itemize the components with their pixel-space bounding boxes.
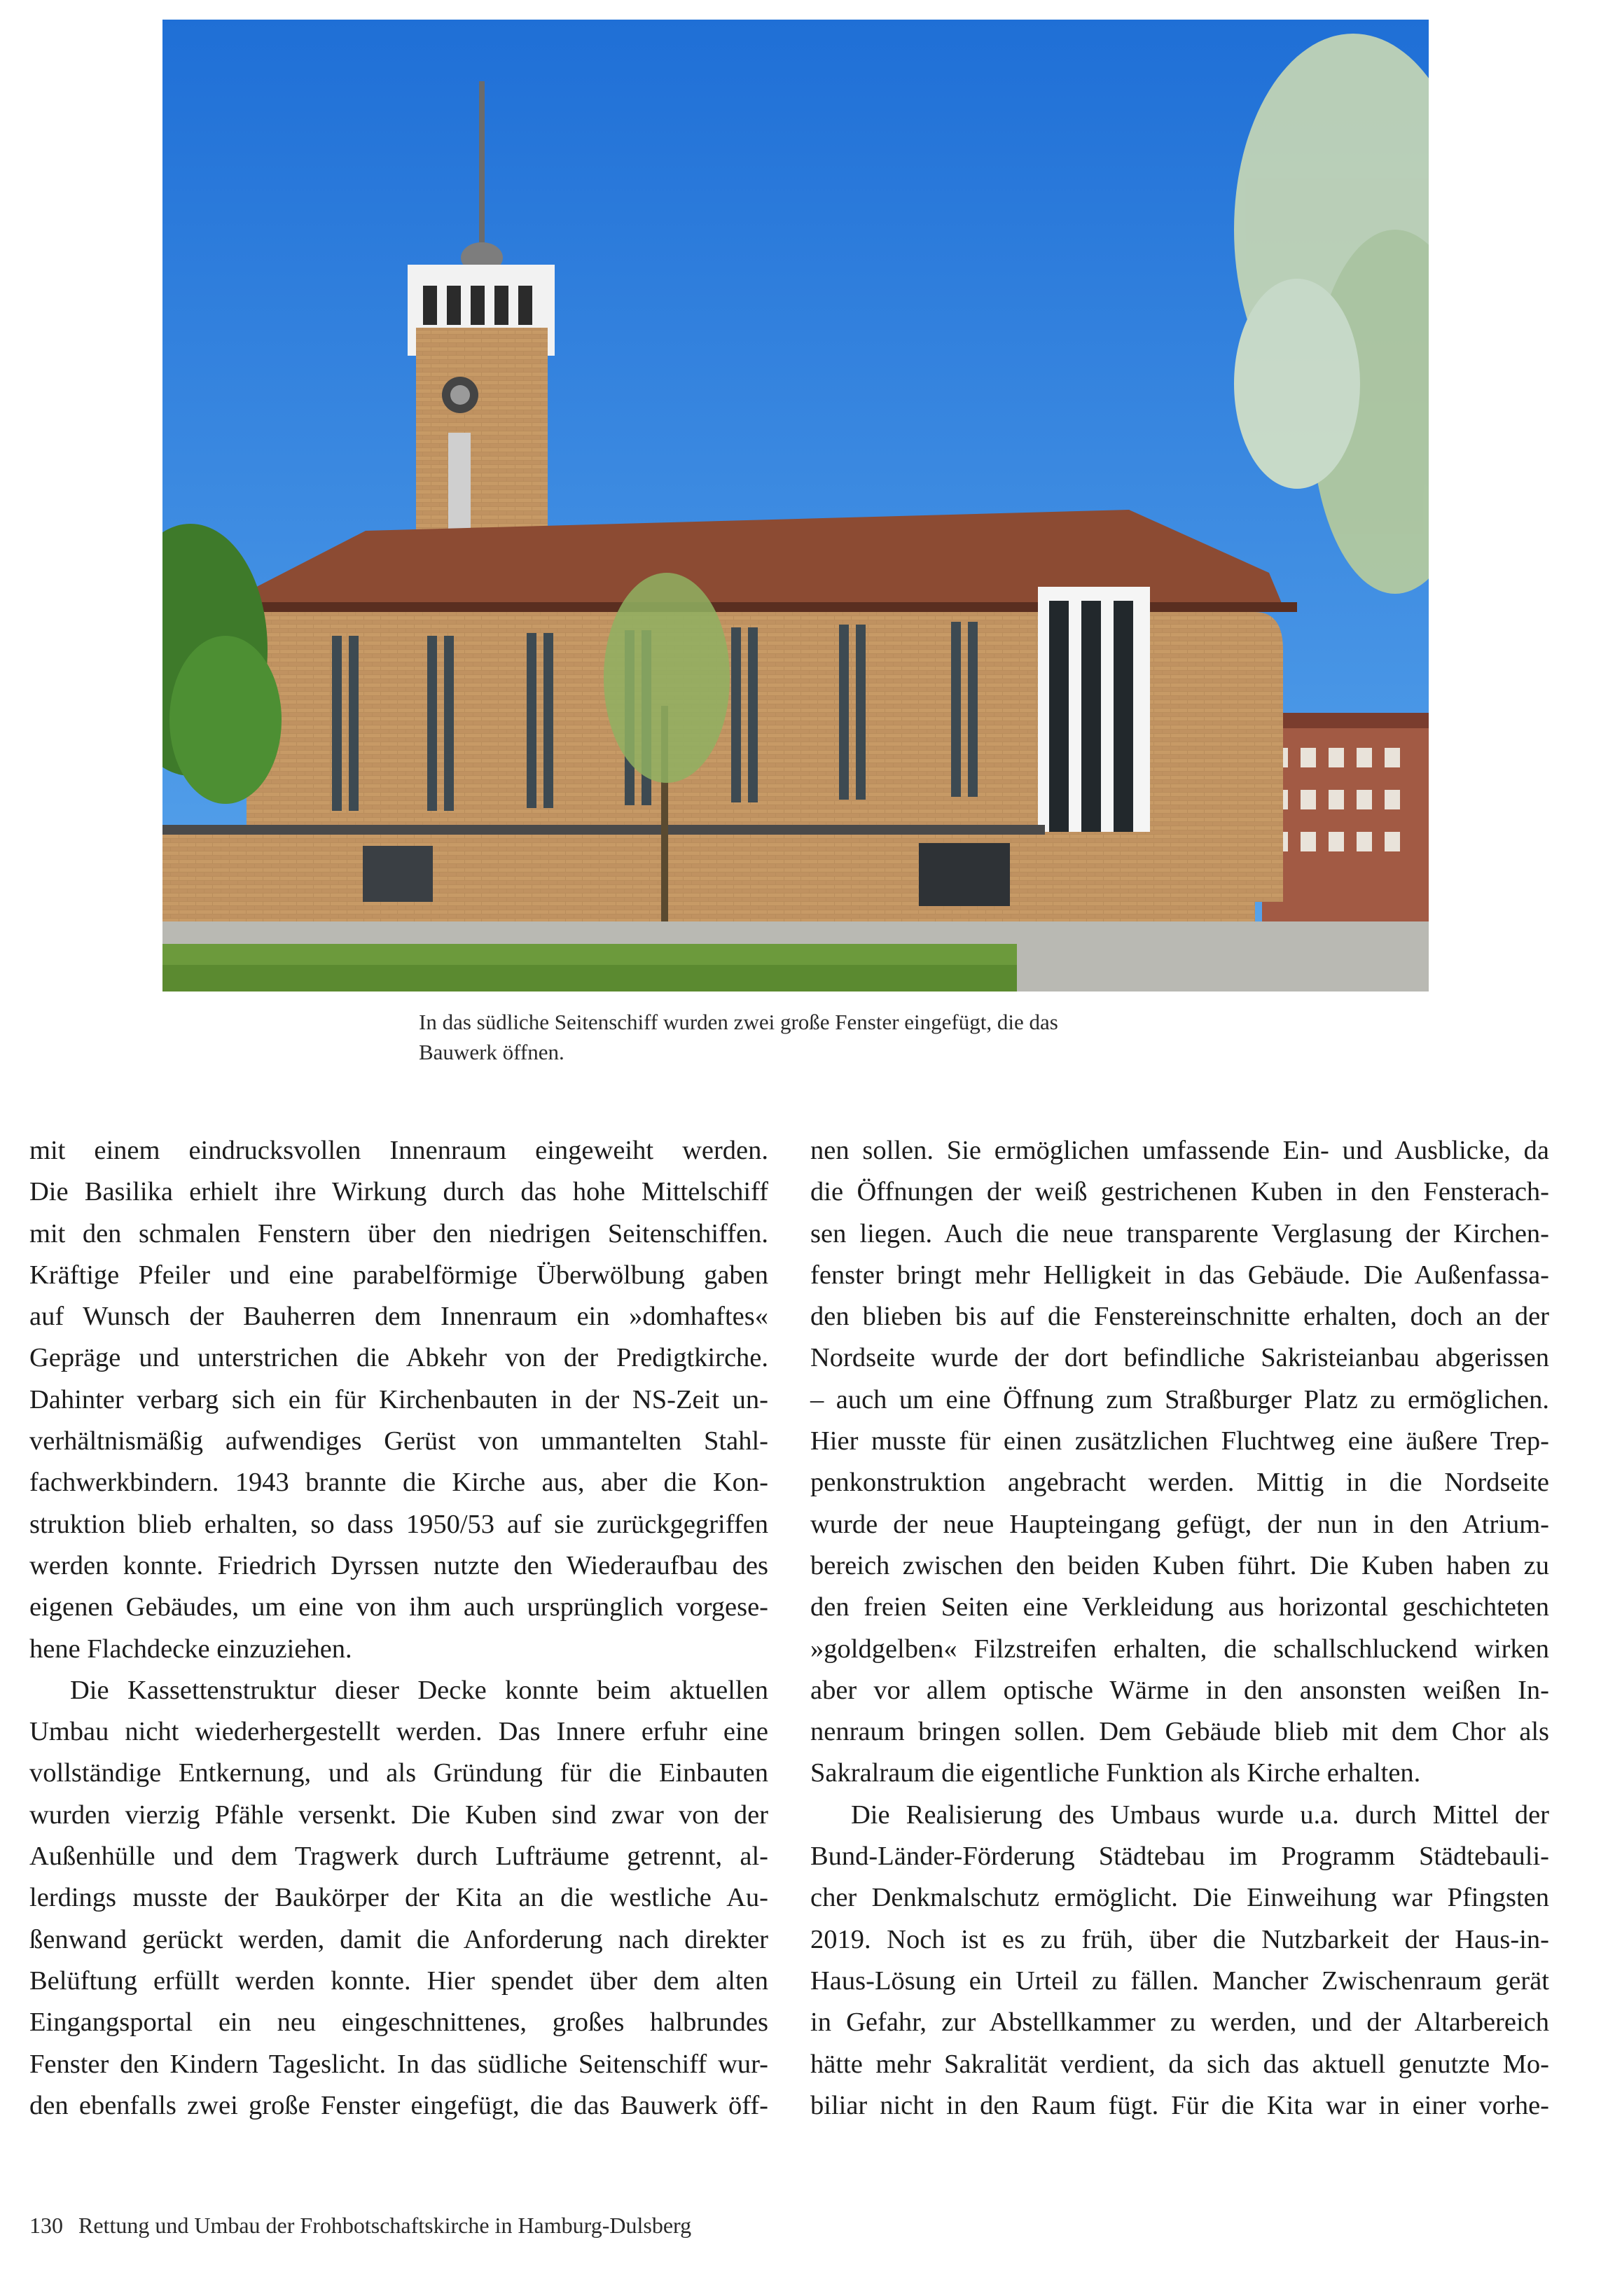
text-line: fachwerkbindern. 1943 brannte die Kirche aus, aber die Kon-	[29, 1468, 768, 1498]
text-line: wurde der neue Haupteingang gefügt, der nun in den Atrium-	[810, 1509, 1549, 1539]
text-line: Hier musste für einen zusätzlichen Fluchtweg eine äußere Trep-	[810, 1426, 1549, 1456]
white-window-frame	[1038, 587, 1150, 874]
caption-line: Bauwerk öffnen.	[419, 1040, 564, 1064]
text-line: Eingangsportal ein neu eingeschnittenes, großes halbrundes	[29, 2008, 768, 2038]
text-line: auf Wunsch der Bauherren dem Innenraum ein »domhaftes«	[29, 1302, 768, 1332]
side-window-right	[919, 843, 1010, 906]
text-line: aber vor allem optische Wärme in den ansonsten weißen In-	[810, 1675, 1549, 1705]
text-line: Bund-Länder-Förderung Städtebau im Programm Städtebauli-	[810, 1842, 1549, 1872]
text-line: eigenen Gebäudes, um eine von ihm auch ursprünglich vorgese-	[29, 1592, 768, 1622]
text-line: lerdings musste der Baukörper der Kita an die westliche Au-	[29, 1883, 768, 1913]
text-line: Kräftige Pfeiler und eine parabelförmige Überwölbung gaben	[29, 1260, 768, 1290]
text-line: Dahinter verbarg sich ein für Kirchenbauten in der NS-Zeit un-	[29, 1384, 768, 1414]
text-line: die Öffnungen der weiß gestrichenen Kuben in den Fensterach-	[810, 1177, 1549, 1207]
text-line: Haus-Lösung ein Urteil zu fällen. Mancher Zwischenraum gerät	[810, 1965, 1549, 1996]
caption-line: In das südliche Seitenschiff wurden zwei große Fenster eingefügt, die das	[419, 1010, 1058, 1034]
text-line: sen liegen. Auch die neue transparente Verglasung der Kirchen-	[810, 1218, 1549, 1248]
text-line: Die Basilika erhielt ihre Wirkung durch das hohe Mittelschiff	[29, 1177, 768, 1207]
text-line: nen sollen. Sie ermöglichen umfassende Ein- und Ausblicke, da	[810, 1136, 1549, 1165]
text-line: hene Flachdecke einzuziehen.	[29, 1634, 352, 1664]
text-line: wurden vierzig Pfähle versenkt. Die Kuben sind zwar von der	[29, 1800, 768, 1830]
text-line: Die Realisierung des Umbaus wurde u.a. durch Mittel der	[851, 1800, 1549, 1830]
text-line: vollständige Entkernung, und als Gründung für die Einbauten	[29, 1758, 768, 1788]
text-line: den freien Seiten eine Verkleidung aus horizontal geschichteten	[810, 1592, 1549, 1622]
text-line: Außenhülle und dem Tragwerk durch Lufträume getrennt, al-	[29, 1842, 768, 1872]
apartment-building	[1262, 713, 1429, 923]
text-line: mit einem eindrucksvollen Innenraum eingeweiht werden.	[29, 1136, 768, 1165]
text-line: – auch um eine Öffnung zum Straßburger Platz zu ermöglichen.	[810, 1384, 1549, 1414]
text-line: bereich zwischen den beiden Kuben führt. Die Kuben haben zu	[810, 1550, 1549, 1580]
side-window-left	[363, 846, 433, 902]
text-line: nenraum bringen sollen. Dem Gebäude blieb mit dem Chor als	[810, 1717, 1549, 1747]
text-line: mit den schmalen Fenstern über den niedrigen Seitenschiffen.	[29, 1218, 768, 1248]
church-photo	[162, 20, 1429, 992]
page-number: 130	[29, 2213, 63, 2238]
text-line: Umbau nicht wiederhergestellt werden. Das Innere erfuhr eine	[29, 1717, 768, 1747]
text-line: Belüftung erfüllt werden konnte. Hier spendet über dem alten	[29, 1965, 768, 1996]
running-title: Rettung und Umbau der Frohbotschaftskirche in Hamburg-Dulsberg	[78, 2213, 692, 2238]
text-line: den ebenfalls zwei große Fenster eingefügt, die das Bauwerk öff-	[29, 2090, 768, 2120]
left-column	[29, 1130, 768, 2127]
text-line: Fenster den Kindern Tageslicht. In das südliche Seitenschiff wur-	[29, 2049, 768, 2079]
text-line: hätte mehr Sakralität verdient, da sich das aktuell genutzte Mo-	[810, 2049, 1549, 2079]
text-line: ßenwand gerückt werden, damit die Anforderung nach direkter	[29, 1924, 768, 1954]
text-line: 2019. Noch ist es zu früh, über die Nutzbarkeit der Haus-in-	[810, 1924, 1549, 1954]
text-line: Nordseite wurde der dort befindliche Sakristeianbau abgerissen	[810, 1343, 1549, 1373]
text-line: in Gefahr, zur Abstellkammer zu werden, und der Altarbereich	[810, 2008, 1549, 2038]
page-footer	[29, 2211, 691, 2239]
text-line: Gepräge und unterstrichen die Abkehr von der Predigtkirche.	[29, 1343, 768, 1373]
text-line: den blieben bis auf die Fenstereinschnitte erhalten, doch an der	[810, 1302, 1549, 1332]
text-line: Die Kassettenstruktur dieser Decke konnte beim aktuellen	[70, 1675, 768, 1705]
text-line: biliar nicht in den Raum fügt. Für die Kita war in einer vorhe-	[810, 2090, 1549, 2120]
church-illustration	[162, 20, 1429, 992]
side-aisle	[162, 832, 1255, 923]
photo-caption	[419, 1007, 1245, 1067]
text-line: penkonstruktion angebracht werden. Mittig in die Nordseite	[810, 1468, 1549, 1498]
text-line: verhältnismäßig aufwendiges Gerüst von ummantelten Stahl-	[29, 1426, 768, 1456]
text-line: werden konnte. Friedrich Dyrssen nutzte den Wiederaufbau des	[29, 1550, 768, 1580]
text-line: Sakralraum die eigentliche Funktion als Kirche erhalten.	[810, 1758, 1421, 1788]
text-line: cher Denkmalschutz ermöglicht. Die Einweihung war Pfingsten	[810, 1883, 1549, 1913]
text-line: »goldgelben« Filzstreifen erhalten, die schallschluckend wirken	[810, 1634, 1549, 1664]
text-line: struktion blieb erhalten, so dass 1950/53 auf sie zurückgegriffen	[29, 1509, 768, 1539]
text-line: fenster bringt mehr Helligkeit in das Gebäude. Die Außenfassa-	[810, 1260, 1549, 1290]
right-column	[810, 1130, 1549, 2127]
